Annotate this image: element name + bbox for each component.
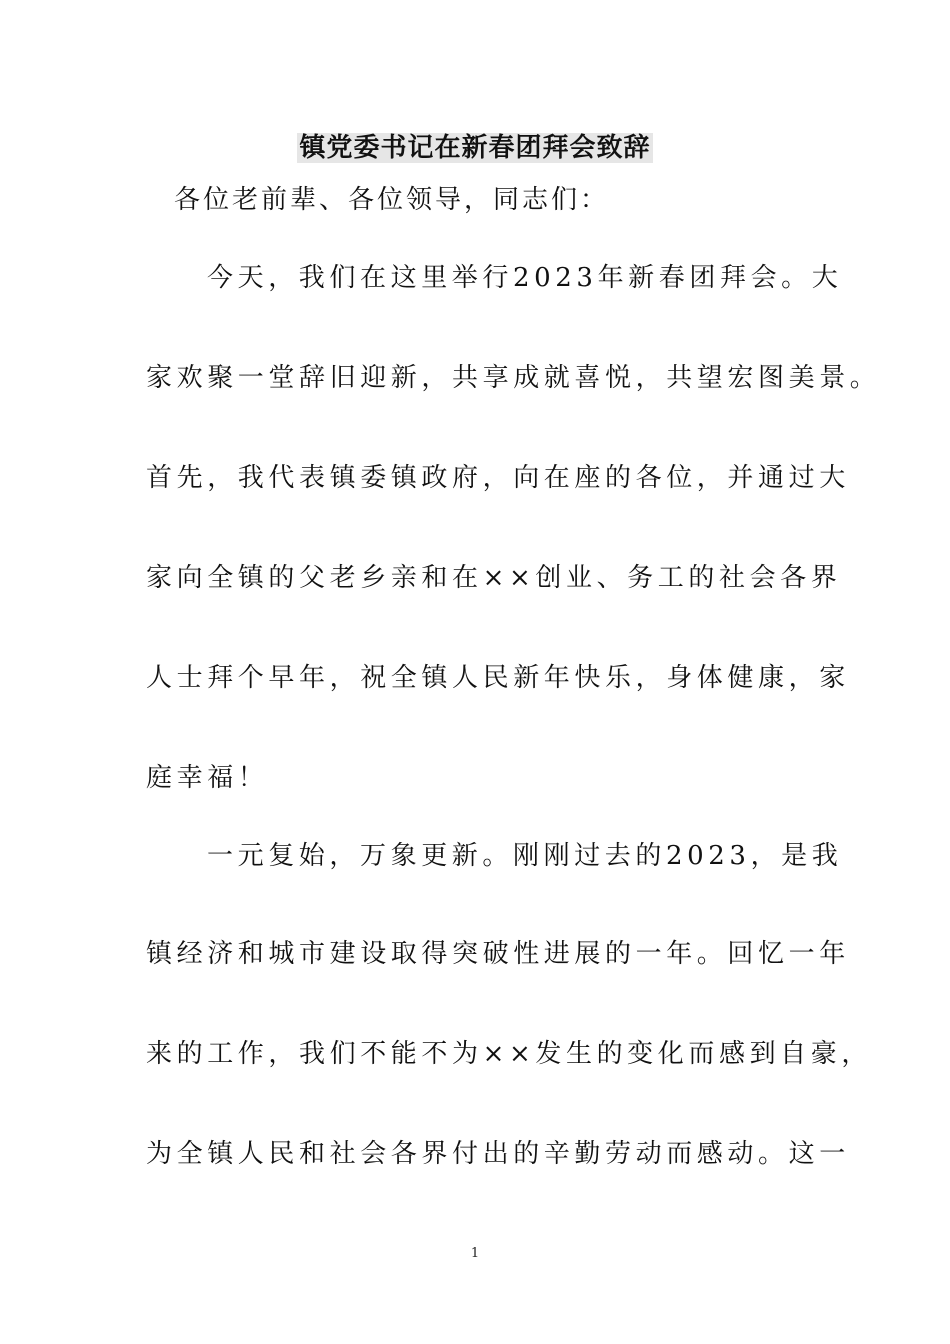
paragraph-line: 庭幸福！ — [146, 763, 269, 793]
paragraph-line: 人士拜个早年，祝全镇人民新年快乐，身体健康，家 — [146, 663, 850, 693]
paragraph-line: 首先，我代表镇委镇政府，向在座的各位，并通过大 — [146, 463, 850, 493]
paragraph-line: 家向全镇的父老乡亲和在××创业、务工的社会各界 — [146, 563, 842, 593]
paragraph-line: 一元复始，万象更新。刚刚过去的2023，是我 — [207, 841, 843, 871]
title-text: 镇党委书记在新春团拜会致辞 — [299, 133, 651, 163]
paragraph-line: 镇经济和城市建设取得突破性进展的一年。回忆一年 — [146, 939, 850, 969]
paragraph-line: 今天，我们在这里举行2023年新春团拜会。大 — [207, 263, 843, 293]
paragraph-line: 家欢聚一堂辞旧迎新，共享成就喜悦，共望宏图美景。 — [146, 363, 881, 393]
page-number: 1 — [470, 1246, 480, 1261]
paragraph-line: 为全镇人民和社会各界付出的辛勤劳动而感动。这一 — [146, 1139, 850, 1169]
document-title — [0, 128, 950, 168]
salutation: 各位老前辈、各位领导，同志们： — [174, 185, 610, 215]
paragraph-line: 来的工作，我们不能不为××发生的变化而感到自豪， — [146, 1039, 872, 1069]
